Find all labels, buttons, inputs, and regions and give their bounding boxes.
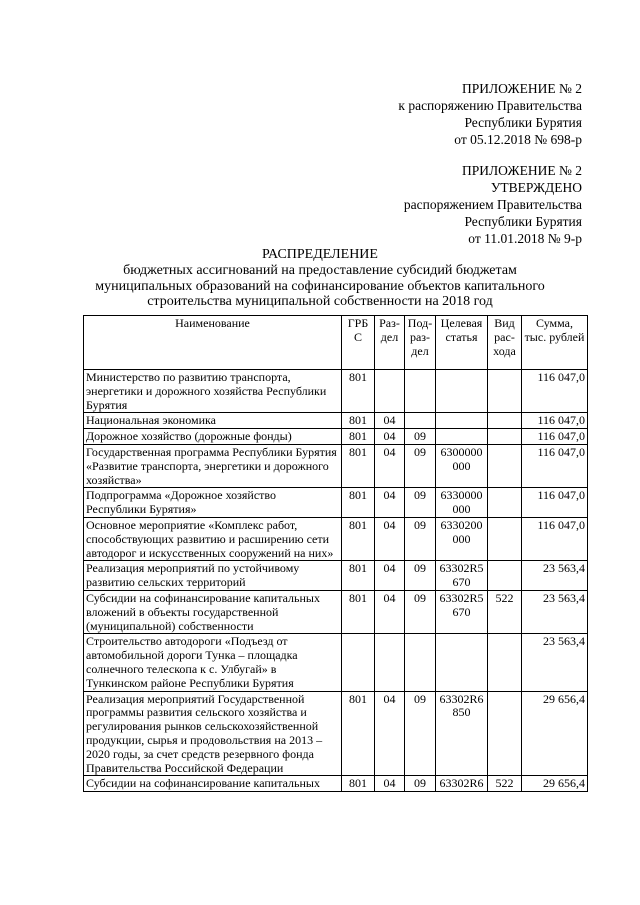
- row-article: 63302R5 670: [436, 561, 488, 591]
- appendix-order-ref: распоряжением Правительства: [403, 197, 582, 212]
- row-name: Министерство по развитию транспорта, энергетики и дорожного хозяйства Республики Бурятия: [84, 370, 342, 413]
- row-name: Субсидии на софинансирование капитальных вложений в объекты государственной (муниципальной) собственности: [84, 590, 342, 633]
- table-row: [84, 444, 588, 487]
- row-sum: 116 047,0: [522, 429, 588, 445]
- row-podrazdel: 09: [405, 488, 436, 518]
- row-podrazdel: 09: [405, 444, 436, 487]
- row-article: [436, 429, 488, 445]
- row-vid: [488, 413, 522, 429]
- row-vid: 522: [488, 590, 522, 633]
- row-grbs: 801: [342, 413, 375, 429]
- header-razdel: Раз-дел: [375, 316, 405, 370]
- row-podrazdel: [405, 634, 436, 691]
- row-name: Дорожное хозяйство (дорожные фонды): [84, 429, 342, 445]
- row-name: Реализация мероприятий по устойчивому развитию сельских территорий: [84, 561, 342, 591]
- subtitle-line: муниципальных образований на софинансирование объектов капитального: [95, 278, 545, 294]
- row-grbs: 801: [342, 561, 375, 591]
- header-podrazdel: Под-раз-дел: [405, 316, 436, 370]
- table-header-row: [84, 316, 588, 370]
- row-razdel: 04: [375, 691, 405, 776]
- row-name: Субсидии на софинансирование капитальных: [84, 776, 342, 792]
- row-grbs: 801: [342, 517, 375, 560]
- row-grbs: 801: [342, 370, 375, 413]
- row-article: [436, 413, 488, 429]
- row-sum: 29 656,4: [522, 776, 588, 792]
- row-name: Основное мероприятие «Комплекс работ, способствующих развитию и расширению сети автодорог и искусственных сооружений на них»: [84, 517, 342, 560]
- row-grbs: 801: [342, 691, 375, 776]
- table-row: [84, 590, 588, 633]
- table-row: [84, 413, 588, 429]
- row-vid: [488, 561, 522, 591]
- row-vid: [488, 691, 522, 776]
- row-name: Подпрограмма «Дорожное хозяйство Республики Бурятия»: [84, 488, 342, 518]
- row-article: 6300000 000: [436, 444, 488, 487]
- row-sum: 116 047,0: [522, 444, 588, 487]
- row-podrazdel: 09: [405, 429, 436, 445]
- row-vid: [488, 488, 522, 518]
- header-name: Наименование: [84, 316, 342, 370]
- header-vid: Вид рас-хода: [488, 316, 522, 370]
- row-grbs: 801: [342, 776, 375, 792]
- header-sum: Сумма, тыс. рублей: [522, 316, 588, 370]
- row-podrazdel: 09: [405, 691, 436, 776]
- row-sum: 116 047,0: [522, 488, 588, 518]
- allocation-table: [83, 315, 588, 792]
- row-article: [436, 634, 488, 691]
- subtitle-line: строительства муниципальной собственности на 2018 год: [147, 294, 493, 309]
- appendix-header-2: [404, 162, 582, 247]
- row-razdel: 04: [375, 590, 405, 633]
- row-razdel: 04: [375, 444, 405, 487]
- table-row: [84, 429, 588, 445]
- row-name: Реализация мероприятий Государственной программы развития сельского хозяйства и регулирования рынков сельскохозяйственной продукции, сырья и продовольствия на 2013 – 2020 годы, за счет средств резервного фонда Правительства Российской Федерации: [84, 691, 342, 776]
- document-title: РАСПРЕДЕЛЕНИЕ: [262, 247, 378, 262]
- row-vid: [488, 634, 522, 691]
- row-vid: [488, 370, 522, 413]
- table-row: [84, 488, 588, 518]
- appendix-number: ПРИЛОЖЕНИЕ № 2: [461, 163, 582, 178]
- row-article: 63302R5 670: [436, 590, 488, 633]
- row-razdel: [375, 634, 405, 691]
- row-razdel: 04: [375, 429, 405, 445]
- row-razdel: 04: [375, 776, 405, 792]
- row-grbs: 801: [342, 488, 375, 518]
- row-vid: 522: [488, 776, 522, 792]
- appendix-date: от 11.01.2018 № 9-р: [468, 231, 582, 246]
- row-sum: 116 047,0: [522, 413, 588, 429]
- approved-label: УТВЕРЖДЕНО: [490, 180, 582, 195]
- row-podrazdel: [405, 370, 436, 413]
- row-vid: [488, 517, 522, 560]
- row-sum: 29 656,4: [522, 691, 588, 776]
- row-razdel: 04: [375, 413, 405, 429]
- row-article: 6330200 000: [436, 517, 488, 560]
- row-article: 6330000 000: [436, 488, 488, 518]
- row-razdel: 04: [375, 517, 405, 560]
- row-razdel: 04: [375, 488, 405, 518]
- header-article: Целевая статья: [436, 316, 488, 370]
- row-razdel: 04: [375, 561, 405, 591]
- row-vid: [488, 444, 522, 487]
- table-row: [84, 561, 588, 591]
- row-podrazdel: 09: [405, 561, 436, 591]
- appendix-republic: Республики Бурятия: [464, 115, 582, 130]
- row-grbs: [342, 634, 375, 691]
- row-article: [436, 370, 488, 413]
- row-vid: [488, 429, 522, 445]
- row-article: 63302R6: [436, 776, 488, 792]
- row-name: Государственная программа Республики Бурятия «Развитие транспорта, энергетики и дорожного хозяйства»: [84, 444, 342, 487]
- row-podrazdel: [405, 413, 436, 429]
- row-podrazdel: 09: [405, 517, 436, 560]
- row-razdel: [375, 370, 405, 413]
- document-subtitle: [0, 263, 640, 310]
- row-podrazdel: 09: [405, 590, 436, 633]
- subtitle-line: бюджетных ассигнований на предоставление субсидий бюджетам: [123, 263, 517, 278]
- appendix-republic: Республики Бурятия: [464, 214, 582, 229]
- row-sum: 116 047,0: [522, 517, 588, 560]
- appendix-header-1: [398, 80, 582, 148]
- row-podrazdel: 09: [405, 776, 436, 792]
- row-article: 63302R6 850: [436, 691, 488, 776]
- appendix-date: от 05.12.2018 № 698-р: [454, 132, 582, 147]
- row-grbs: 801: [342, 590, 375, 633]
- appendix-number: ПРИЛОЖЕНИЕ № 2: [461, 81, 582, 96]
- table-row: [84, 634, 588, 691]
- row-grbs: 801: [342, 444, 375, 487]
- table-row: [84, 370, 588, 413]
- table-row: [84, 517, 588, 560]
- row-grbs: 801: [342, 429, 375, 445]
- row-sum: 116 047,0: [522, 370, 588, 413]
- row-sum: 23 563,4: [522, 634, 588, 691]
- row-name: Национальная экономика: [84, 413, 342, 429]
- table-row: [84, 776, 588, 792]
- row-sum: 23 563,4: [522, 590, 588, 633]
- table-row: [84, 691, 588, 776]
- row-sum: 23 563,4: [522, 561, 588, 591]
- appendix-order-ref: к распоряжению Правительства: [398, 98, 582, 113]
- row-name: Строительство автодороги «Подъезд от автомобильной дороги Тунка – площадка солнечного телескопа к с. Улбугай» в Тункинском районе Республики Бурятия: [84, 634, 342, 691]
- header-grbs: ГРБС: [342, 316, 375, 370]
